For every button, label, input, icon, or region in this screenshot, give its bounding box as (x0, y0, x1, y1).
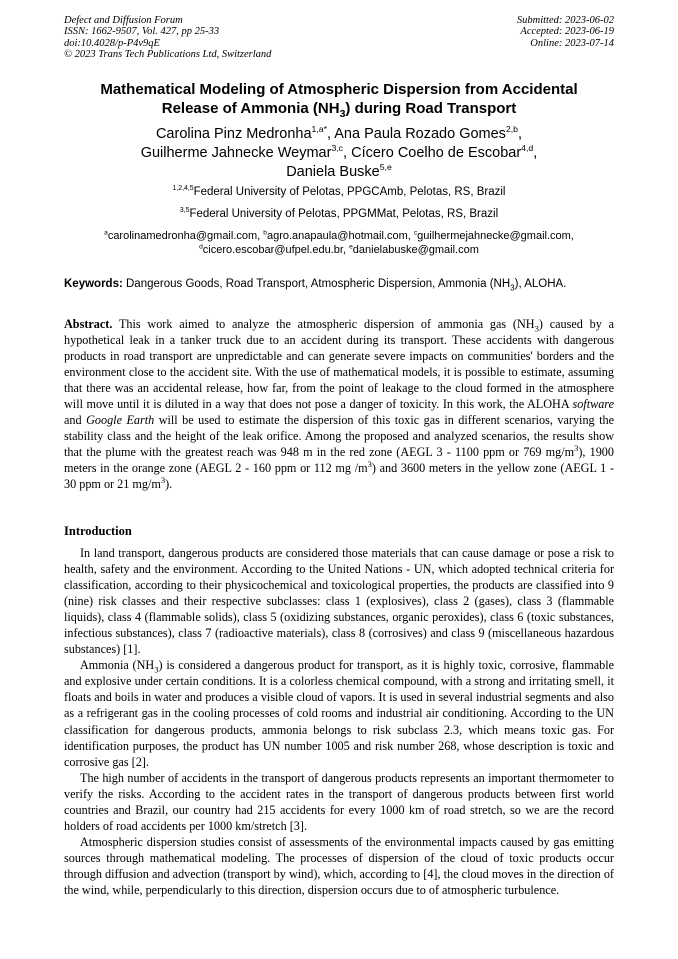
introduction-body (64, 545, 614, 898)
accepted-date: Accepted: 2023-06-19 (520, 26, 614, 38)
abstract-label: Abstract. (64, 317, 113, 331)
journal-doi[interactable]: doi:10.4028/p-P4v9qE (64, 37, 160, 49)
email-link[interactable]: agro.anapaula@hotmail.com, (266, 230, 414, 242)
journal-copyright: © 2023 Trans Tech Publications Ltd, Switzerland (64, 49, 272, 61)
affiliation: $^{3,5}$Federal University of Pelotas, PPGMMat, Pelotas, RS, Brazil (179, 207, 499, 220)
email-link[interactable]: guilhermejahnecke@gmail.com, (417, 230, 574, 242)
author-name: Cícero Coelho de Escobar (351, 145, 522, 161)
email-link[interactable]: danielabuske@gmail.com (352, 244, 479, 256)
submitted-date: Submitted: 2023-06-02 (516, 15, 614, 26)
section-heading: Introduction (64, 524, 132, 538)
paragraph: Atmospheric dispersion studies consist of assessments of the environmental impacts caused by gas emitting sources through mathematical modeling. The processes of dispersion of the cloud of toxic products occur through diffusion and advection (transport by wind), which, according to [4], the cloud moves in the direction of the wind, while, perpendicularly to this direction, dispersion occurs due to of atmospheric turbulence. (64, 834, 614, 897)
journal-name: Defect and Diffusion Forum (64, 15, 183, 26)
affiliation: $^{1,2,4,5}$Federal University of Pelotas, PPGCAmb, Pelotas, RS, Brazil (172, 185, 506, 198)
email-link[interactable]: carolinamedronha@gmail.com, (107, 230, 264, 242)
journal-issn: ISSN: 1662-9507, Vol. 427, pp 25-33 (64, 26, 220, 38)
author-name: Daniela Buske (286, 164, 380, 180)
paragraph: Ammonia $(NH_3)$ is considered a dangerous product for transport, as it is highly toxic, corrosive, flammable and explosive under certain conditions. It is a colorless chemical compound, with a strong and irritating smell, it floats and boils in water and produces a visible cloud of vapors. It is used in several industrial segments and also as a refrigerant gas in the cooling processes of cold rooms and industrial air conditioning. According to the UN classification for dangerous products, ammonia belongs to risk subclass 2.3, which means toxic gas. For identification purposes, the product has UN number 1005 and risk number 268, whose description is toxic and corrosive gas [2]. (64, 658, 614, 769)
paragraph: The high number of accidents in the transport of dangerous products represents an important thermometer to verify the risks. According to the accident rates in the transport of dangerous products between first world countries and Brazil, our country had 215 accidents for every 1000 km of road stretch, so we are the record holders of road accidents per 1000 km/stretch [3]. (64, 770, 614, 833)
keywords: Keywords: Dangerous Goods, Road Transport, Atmospheric Dispersion, Ammonia $(NH_3)$, ALOHA. (64, 278, 567, 293)
online-date: Online: 2023-07-14 (530, 37, 614, 49)
author-name: Guilherme Jahnecke Weymar (140, 145, 332, 161)
paper-title: Mathematical Modeling of Atmospheric Dispersion from Accidental Release of Ammonia $(NH_3)$ during Road Transport (100, 81, 578, 120)
dates-header (517, 15, 614, 49)
author-name: Ana Paula Rozado Gomes (334, 126, 506, 142)
abstract: Abstract. This work aimed to analyze the atmospheric dispersion of ammonia gas $(NH_3)$ caused by a hypothetical leak in a tanker truck due to an accident during its transport. These accidents with dangerous products in road transport are unpredictable and can generate severe impacts on communities' borders and the environment close to the accident site. With the use of mathematical models, it is possible to estimate, assuming that there was an accidental release, how far, from the point of leakage to the cloud formed in the atmosphere will move until it is diluted in a way that does not pose a danger of toxicity. In this work, the ALOHA software and Google Earth will be used to estimate the dispersion of this toxic gas in different scenarios, varying the stability class and the height of the leak orifice. Among the proposed and analyzed scenarios, the results show that the plume with the greatest reach was 948 m in the red zone (AEGL 3 - 1100 ppm or 769 $mg/m^3$), 1900 meters in the orange zone (AEGL 2 - 160 ppm or 112 mg $/m^3$) and 3600 meters in the yellow zone (AEGL 1 - 30 ppm or 21 $mg/m^3$). (64, 317, 615, 491)
author-list: Carolina Pinz Medronha$^{1,a*}$, Ana Paula Rozado Gomes$^{2,b}$, Guilherme Jahnecke Weymar$^{3,c}$, Cícero Coelho de Escobar$^{4,d}$, Daniela Buske$^{5,e}$ (140, 124, 538, 180)
journal-header (64, 15, 271, 61)
paragraph: In land transport, dangerous products are considered those materials that can cause damage or pose a risk to health, safety and the environment. According to the United Nations - UN, which adopted technical criteria for classification, according to their physicochemical and toxicological properties, the products are classified into 9 (nine) risk classes and their respective subclasses: class 1 (explosives), class 2 (gases), class 3 (flammable liquids), class 4 (flammable solids), class 5 (oxidizing substances, organic peroxides), class 6 (toxic substances, infectious substances), class 7 (radioactive materials), class 8 (corrosives) and class 9 (miscellaneous hazardous substances) [1]. (64, 546, 614, 657)
keywords-label: Keywords: (64, 278, 123, 290)
author-name: Carolina Pinz Medronha (155, 126, 312, 142)
email-link[interactable]: cicero.escobar@ufpel.edu.br, (202, 244, 350, 256)
author-emails: $^a$carolinamedronha@gmail.com, $^b$agro.anapaula@hotmail.com, $^c$guilhermejahnecke@gmail.com, $^d$cicero.escobar@ufpel.edu.br, $^e$danielabuske@gmail.com (104, 229, 574, 256)
